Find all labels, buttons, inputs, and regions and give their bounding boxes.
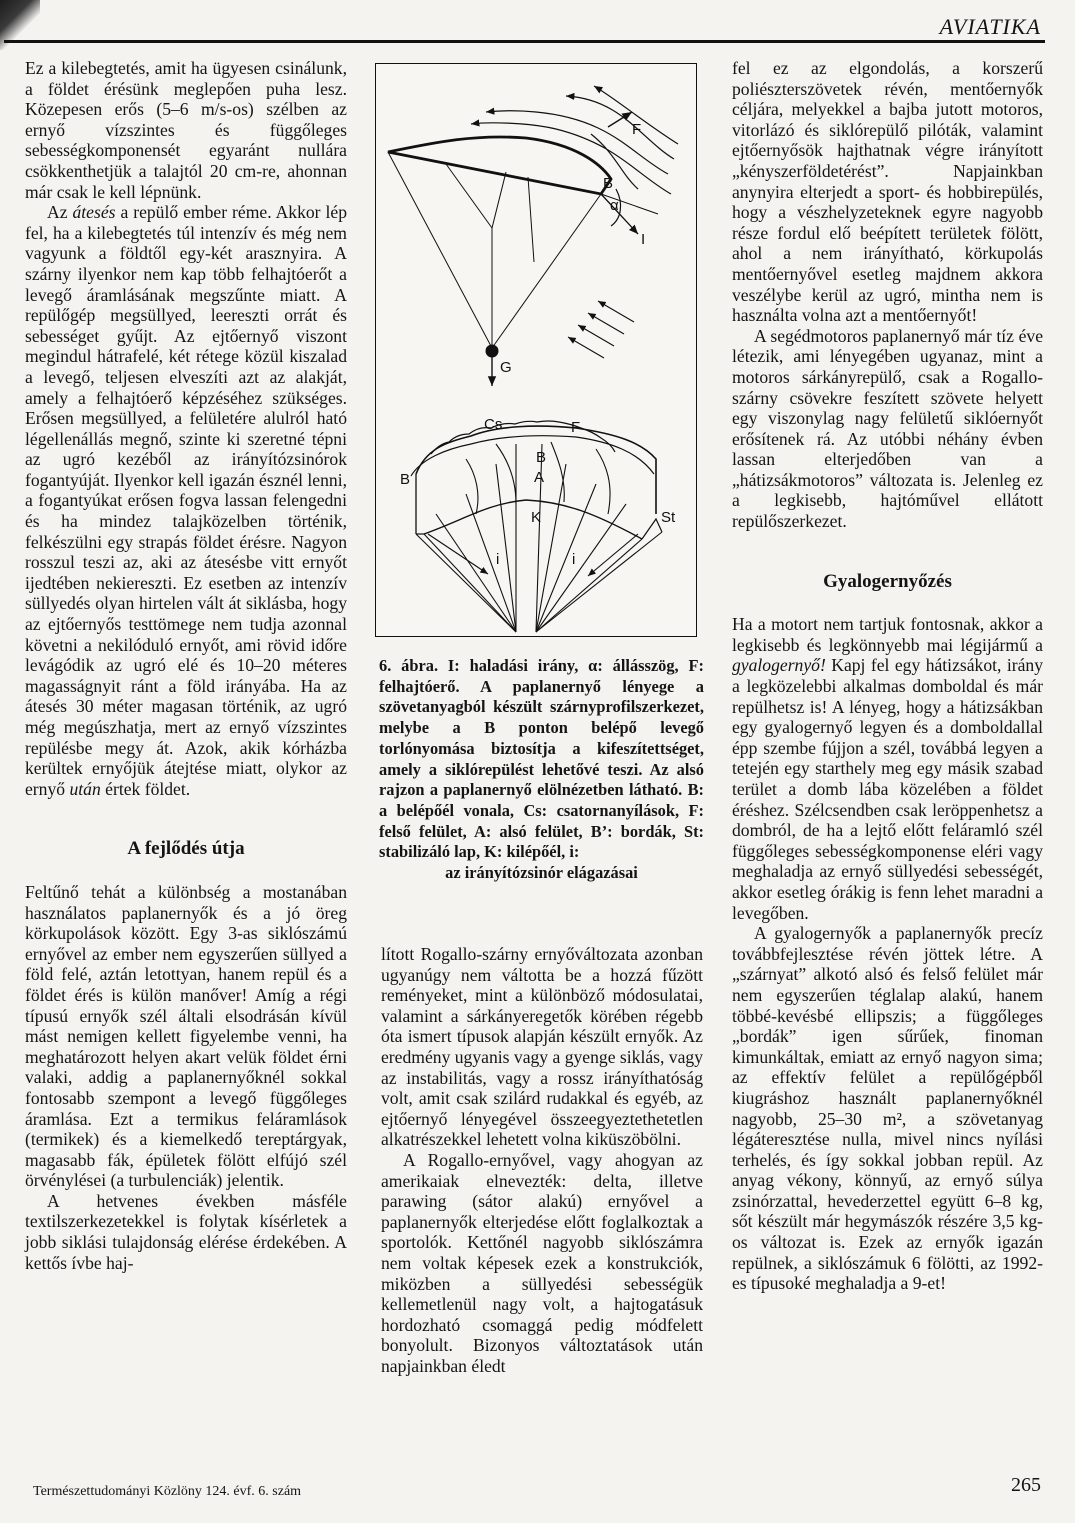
- column-1: [25, 58, 347, 1273]
- label-brake-i-right: i: [572, 551, 576, 568]
- text-run: Ha a motort nem tartjuk fontosnak, akkor a legkisebb és legkönnyebb mai légijármű a: [732, 614, 1043, 655]
- caption-text: 6. ábra. I: haladási irány, α: állásszög, F: felhajtóerő. A paplanernyő lényege a szövetanyagból készült szárnyprofilszerkezet, melybe a B ponton belépő levegő torlónyomása biztosítja a kifeszítettséget, amely a siklórepülést lehetővé teszi. Az alsó rajzon a paplanernyő elölnézetben látható. B: a belépőél vonala, Cs: csatornanyílások, F: felső felület, A: alsó felület, B’: bordák, St: stabilizáló lap, K: kilépőél, i:: [379, 656, 704, 862]
- paragraph: A gyalogernyők a paplanernyők precíz továbbfejlesztése révén jöttek létre. A „szárnyat” alkotó alsó és felső felület már nem egyszerűen téglalap alakú, hanem többé-kevésbé ellipszis; a függőleges „bordák” igen sűrűek, finoman kimunkáltak, emiatt az ernyő nagyon sima; az effektív felület a repülőgépből kiugráshoz használt paplanernyőknél nagyobb, 25–30 m², a szövetanyag légáteresztése nulla, mivel nincs nyílási terhelés, és így sokkal jobban repül. Az anyag vékony, könnyű, az ernyő súlya zsinórzattal, hevederzettel együtt 6–8 kg, sőt készült már hegymászók részére 3,5 kg-os változat is. Ezek az ernyők igazán repülnek, a siklószámuk 6 fölötti, az 1992-es típusoké meghaladja a 9-et!: [732, 923, 1043, 1294]
- figure-caption: [379, 656, 704, 884]
- paragraph-atesés: Az átesés a repülő ember réme. Akkor lép fel, ha a kilebegtetés túl intenzív és még nem vagyunk a földtől egy-két arasznyira. A szárny ilyenkor nem kap több felhajtóerőt a levegő áramlásának megszűnte miatt. A repülőgép megsüllyed, leereszti orrát és sebességet gyűjt. Az ejtőernyő viszont megindul hátrafelé, két rétege közül kiszalad a levegő, teljesen elveszíti azt az alakját, amely a felhajtóerő képzéséhez szükséges. Erősen megsüllyed, a felületére alulról ható légellenállás megnő, szinte ki szeretné tépni az ugró kezéből az irányítózsinórok fogantyúját. Ilyenkor kell igazán észnél lenni, a fogantyúkat erősen fogva lassan felengedni és ha mindez talajközelben történik, felkészülni egy strapás földet érésre. Nagyon rosszul teszi az, aki az átesésbe vitt ernyőt ijedtében nekiereszti. Ez esetben az intenzív süllyedés olyan hirtelen vált át siklásba, hogy az ejtőernyős testtömege nem tudja azonnal követni a nekilóduló ernyőt, ami rövid időre levágódik az ugró elé és 10–20 méteres magasságnyit ránt a föld irányába. Ha az átesés 30 méter magasan történik, az ugró még megúszhatja, mert az ernyő vízszintes repülésbe megy át. Azok, akik kórházba kerültek ernyőjük átejtése miatt, olykor az ernyő után értek földet.: [25, 202, 347, 799]
- paragraph: Feltűnő tehát a különbség a mostanában használatos paplanernyők és a jó öreg körkupolások között. Egy 3-as siklószámú ernyővel az ember nem egyszerűen süllyed a föld felé, aztán letottyan, hanem repül és a földet érés is külön manőver! Amíg a régi típusú ernyők szél általi elsodrásán kívül mást nemigen kellett figyelembe venni, ha meghatározott helyen akart velük földet érni valaki, addig a paplanernyőknél sokkal fontosabb szempont a levegő függőleges áramlása. Ezt a termikus feláramlások (termikek) és a kiemelkedő tereptárgyak, magasabb fák, épületek fölött elfújó szél örvénylései (a turbulenciák) jelentik.: [25, 881, 347, 1191]
- label-lift-F: F: [632, 121, 642, 138]
- paragraph: A Rogallo-ernyővel, vagy ahogyan az amerikaiak elnevezték: delta, illetve parawing (sátor alakú) ernyővel a paplanernyők elterjedése előtt foglalkoztak a sportolók. Kettőnél nagyobb siklószámra nem voltak képesek ezek a konstrukciók, miközben a süllyedési sebességük kellemetlenül nagy volt, a hajtogatásuk hordozható csomaggá pedig módfelett bonyolult. Bizonyos változtatások után napjainkban éledt: [381, 1149, 703, 1376]
- header-rule: [4, 40, 1045, 43]
- paragraph: A hetvenes években másféle textilszerkezetekkel is folytak kísérletek a jobb siklási tulajdonság elérése érdekében. A kettős ívbe haj-: [25, 1190, 347, 1273]
- paragraph-gyalogernyo: [732, 614, 1043, 923]
- italic-term: gyalogernyő!: [732, 655, 826, 676]
- paragraph: lított Rogallo-szárny ernyőváltozata azonban ugyanúgy nem váltotta be a hozzá fűzött reményeket, mint a különböző módosulatai, valamint a sárkányeregetők körében régebb óta ismert típusok alapján készült ernyők. Az eredmény ugyanis vagy a gyenge siklás, vagy az instabilitás, vagy a rossz irányíthatóság volt, amit csak szilárd rudakkal és egyéb, az ejtőernyő lényegével összeegyeztethetetlen alkatrészekkel lehetett volna kiküszöbölni.: [381, 944, 703, 1150]
- label-weight-G: G: [500, 359, 512, 376]
- paraglider-diagram: [376, 64, 696, 636]
- paragraph: fel ez az elgondolás, a korszerű poliészterszövetek révén, mentőernyők céljára, melyekkel a bajba jutott motoros, vitorlázó és siklórepülő pilóták, valamint ejtőernyősök hajthatnak végre irányított „kényszerföldetérést”. Napjainkban anynyira elterjedt a sport- és hobbirepülés, hogy a vészhelyzeteknek egyre nagyobb része fordul elő beépített területek fölött, ahol a nem irányítható, körkupolás mentőernyővel esetleg majdnem akkora veszélybe kerül az ugró, mintha nem is használta volna azt a mentőernyőt!: [732, 58, 1043, 326]
- label-cells-Cs: Cs: [484, 416, 503, 433]
- section-title-fejlodes: A fejlődés útja: [127, 838, 245, 860]
- page-number: 265: [1011, 1474, 1041, 1496]
- column-3: [732, 58, 1043, 1294]
- label-direction-I: I: [641, 231, 646, 248]
- label-entry-edge-B: B: [400, 471, 411, 488]
- label-stabilizer-St: St: [661, 509, 676, 526]
- running-head: AVIATIKA: [939, 14, 1041, 39]
- label-trailing-edge-K: K: [531, 509, 542, 526]
- paragraph: A segédmotoros paplanernyő már tíz éve létezik, ami lényegében ugyanaz, mint a motoros sárkányrepülő, csak a Rogallo-szárny csövekre feszített szövete helyett egy viszonylag nagy felületű siklóernyőt erősítenek rá. Az utóbbi néhány évben lassan elterjedőben van a „hátizsákmotoros” változata is. Jelenleg ez a legkisebb, hajtóművel ellátott repülőszerkezet.: [732, 325, 1043, 532]
- label-angle-alpha: α: [610, 197, 619, 214]
- column-2: [381, 944, 703, 1376]
- label-lower-surface-A: A: [534, 469, 545, 486]
- label-upper-surface-F: F: [571, 419, 581, 436]
- journal-footer: Természettudományi Közlöny 124. évf. 6. szám: [33, 1484, 302, 1499]
- paragraph: Ez a kilebegtetés, amit ha ügyesen csinálunk, a földet érésünk meglepően puha lesz. Közepesen erős (5–6 m/s-os) szélben az ernyő vízszintes és függőleges sebességkomponensét egyaránt nullára csökkenthetjük a talajtól 20 cm-re, ahonnan már csak le kell lépnünk.: [25, 58, 347, 202]
- caption-last-line: az irányítózsinór elágazásai: [445, 863, 638, 883]
- text-run: Kapj fel egy hátizsákot, irány a legközelebbi alkalmas domboldal és már repülhetsz is! A lényeg, hogy a hátizsákban egy gyalogernyő legyen és a domboldallal épp szembe fújjon a szél, továbbá legyen a tetején egy starthely meg egy másik szabad terület a domb lába közelében a földet éréshez. Szélcsendben csak leröppenhetsz a dombról, de ha a lejtő előtt feláramló szél függőleges sebességkomponense eléri vagy meghaladja az ernyő süllyedési sebességét, akkor esetleg órákig is fenn lehet maradni a levegőben.: [732, 655, 1043, 923]
- label-ribs-B: B: [536, 449, 547, 466]
- section-title-gyalogernyozes: Gyalogernyőzés: [823, 570, 952, 592]
- label-leading-edge-B: B: [603, 175, 614, 192]
- figure-6: [375, 63, 697, 637]
- label-brake-i-left: i: [496, 551, 500, 568]
